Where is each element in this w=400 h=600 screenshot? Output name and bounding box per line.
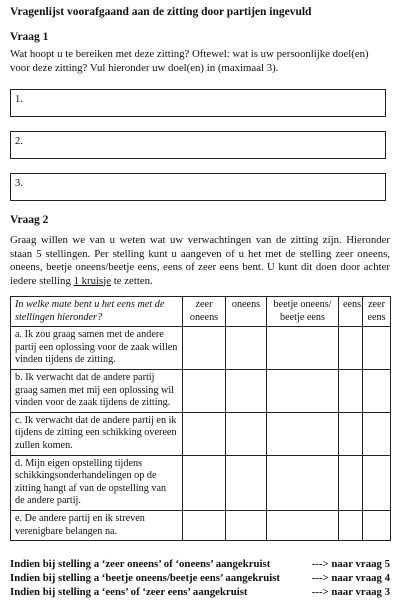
- statements-table: [10, 296, 391, 541]
- answer-cell[interactable]: [339, 369, 363, 412]
- answer-box-2-label: 2.: [15, 136, 23, 147]
- question-2-text-underlined: 1 kruisje: [73, 274, 112, 287]
- question-2-text-before: Graag willen we van u weten wat uw verwachtingen van de zitting zijn. Hieronder staan 5 stellingen. Per stelling kunt u aangeven of u het met de stelling zeer oneens, oneens, beetje oneens/beetje eens, eens of zeer eens bent. U kunt dit doen door achter iedere stelling: [10, 234, 390, 287]
- answer-cell[interactable]: [226, 412, 267, 455]
- answer-cell[interactable]: [267, 369, 339, 412]
- table-header-row: [11, 297, 391, 327]
- table-header-statement: In welke mate bent u het eens met de stellingen hieronder?: [11, 297, 183, 327]
- answer-cell[interactable]: [267, 412, 339, 455]
- column-header-beetje: beetje oneens/ beetje eens: [267, 297, 339, 327]
- question-1-heading: Vraag 1: [10, 31, 49, 43]
- routing-target: ---> naar vraag 3: [311, 586, 390, 598]
- column-header-zeer-oneens: zeer oneens: [183, 297, 226, 327]
- answer-cell[interactable]: [183, 455, 226, 510]
- question-1-text: Wat hoopt u te bereiken met deze zitting? Oftewel: wat is uw persoonlijke doel(en) voor deze zitting? Vul hieronder uw doel(en) in (maximaal 3).: [10, 48, 369, 74]
- answer-cell[interactable]: [183, 327, 226, 370]
- table-row: [11, 510, 391, 540]
- column-header-zeer-eens: zeer eens: [363, 297, 391, 327]
- statement-b: b. Ik verwacht dat de andere partij graag samen met mij een oplossing wil vinden voor de zaak tijdens de zitting.: [11, 369, 183, 412]
- table-row: [11, 455, 391, 510]
- column-header-eens: eens: [339, 297, 363, 327]
- answer-cell[interactable]: [363, 369, 391, 412]
- answer-box-1[interactable]: [10, 89, 386, 117]
- answer-cell[interactable]: [226, 327, 267, 370]
- answer-box-3[interactable]: [10, 173, 386, 201]
- answer-cell[interactable]: [267, 455, 339, 510]
- answer-cell[interactable]: [339, 327, 363, 370]
- statement-e: e. De andere partij en ik streven verenigbare belangen na.: [11, 510, 183, 540]
- answer-box-2[interactable]: [10, 131, 386, 159]
- statement-d: d. Mijn eigen opstelling tijdens schikkingsonderhandelingen op de zitting hangt af van de opstelling van de andere partij.: [11, 455, 183, 510]
- column-header-oneens: oneens: [226, 297, 267, 327]
- answer-cell[interactable]: [339, 510, 363, 540]
- routing-target: ---> naar vraag 4: [311, 572, 390, 584]
- answer-cell[interactable]: [226, 510, 267, 540]
- answer-box-3-label: 3.: [15, 178, 23, 189]
- answer-cell[interactable]: [183, 510, 226, 540]
- answer-cell[interactable]: [267, 510, 339, 540]
- answer-cell[interactable]: [226, 369, 267, 412]
- answer-cell[interactable]: [363, 412, 391, 455]
- answer-cell[interactable]: [363, 455, 391, 510]
- table-row: [11, 369, 391, 412]
- answer-cell[interactable]: [363, 327, 391, 370]
- table-row: [11, 327, 391, 370]
- routing-condition: Indien bij stelling a ‘zeer oneens’ of ‘oneens’ aangekruist: [10, 558, 271, 570]
- answer-cell[interactable]: [267, 327, 339, 370]
- question-2-text: [10, 234, 390, 288]
- routing-condition: Indien bij stelling a ‘eens’ of ‘zeer eens’ aangekruist: [10, 586, 248, 598]
- answer-box-1-label: 1.: [15, 94, 23, 105]
- answer-cell[interactable]: [339, 412, 363, 455]
- answer-cell[interactable]: [183, 412, 226, 455]
- answer-cell[interactable]: [339, 455, 363, 510]
- answer-cell[interactable]: [363, 510, 391, 540]
- routing-target: ---> naar vraag 5: [311, 558, 390, 570]
- table-row: [11, 412, 391, 455]
- answer-cell[interactable]: [183, 369, 226, 412]
- document-title: Vragenlijst voorafgaand aan de zitting door partijen ingevuld: [10, 6, 312, 18]
- question-2-heading: Vraag 2: [10, 214, 49, 226]
- answer-cell[interactable]: [226, 455, 267, 510]
- question-2-text-after: te zetten.: [111, 274, 153, 287]
- statement-a: a. Ik zou graag samen met de andere partij een oplossing voor de zaak willen vinden tijdens de zitting.: [11, 327, 183, 370]
- statement-c: c. Ik verwacht dat de andere partij en ik tijdens de zitting een schikking overeen zullen komen.: [11, 412, 183, 455]
- routing-condition: Indien bij stelling a ‘beetje oneens/beetje eens’ aangekruist: [10, 572, 281, 584]
